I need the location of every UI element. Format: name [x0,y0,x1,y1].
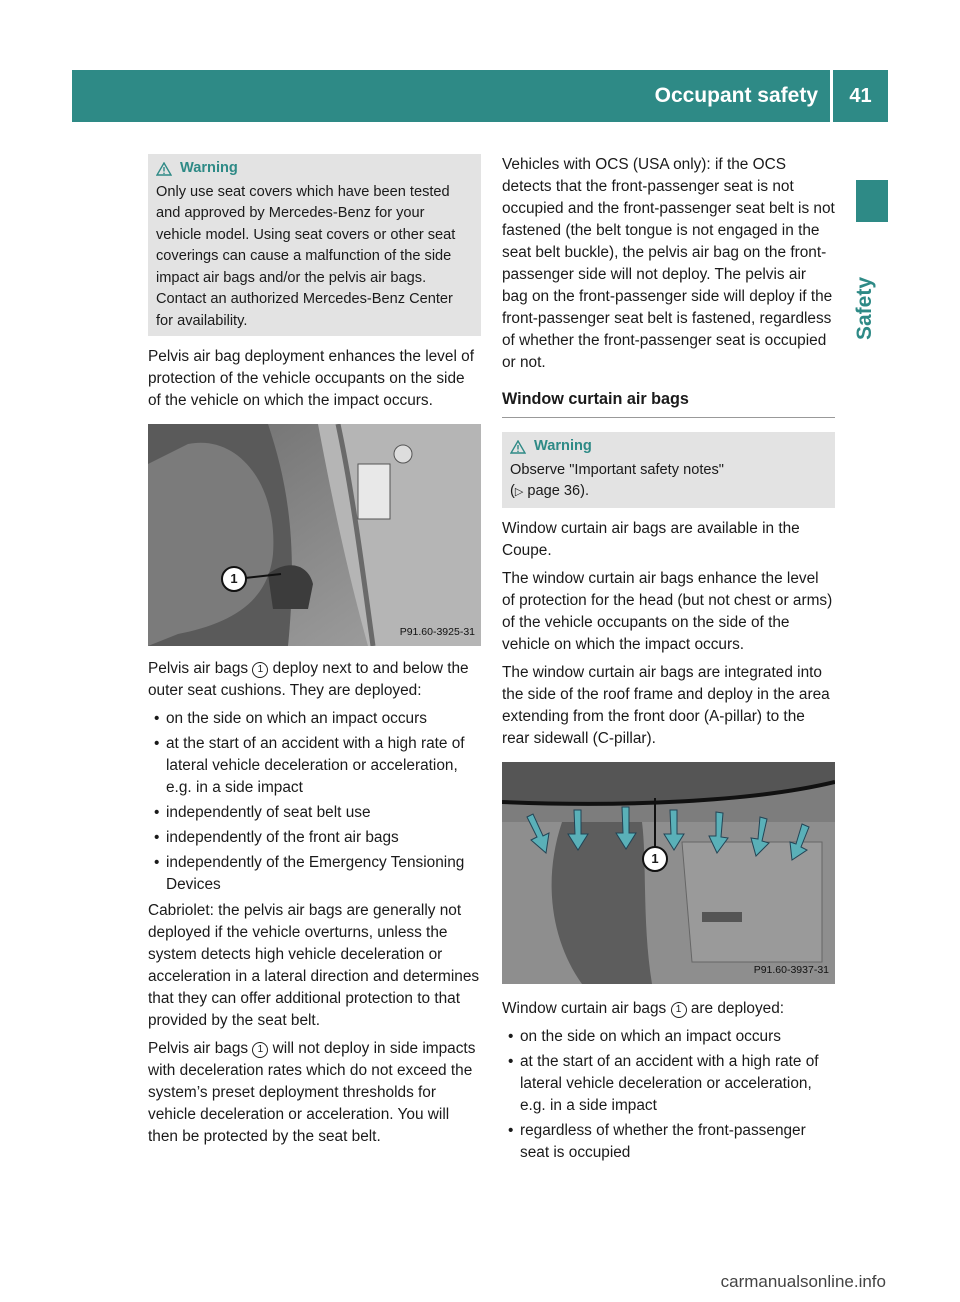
bullet-list [148,708,481,896]
list-item: • at the start of an accident with a high rate of lateral vehicle deceleration or acceleration, e.g. in a side impact [502,1051,835,1117]
warning-line: Observe "Important safety notes" [510,461,724,478]
curtain-airbag-illustration [502,762,835,984]
footer-watermark: carmanualsonline.info [720,1272,886,1291]
callout-ref: 1 [671,1002,687,1018]
section-label: Safety [853,276,876,340]
list-item: • on the side on which an impact occurs [502,1026,835,1048]
list-item: • independently of seat belt use [148,802,481,824]
warning-page-ref[interactable]: (▷ page 36). [510,483,590,499]
left-column [148,154,481,1154]
text-span: will not deploy in side impacts with deceleration rates which do not exceed the system’s preset deployment thresholds for vehicle deceleration or acceleration. You will then be protected by the seat belt. [148,1040,476,1145]
paragraph: Window curtain air bags are available in the Coupe. [502,519,800,559]
page-number: 41 [849,85,872,107]
paragraph [502,998,835,1020]
text-span: deploy next to and below the outer seat cushions. They are deployed: [148,660,469,699]
text-span: Pelvis air bags [148,660,249,677]
warning-heading [510,436,827,458]
callout-1: 1 [221,566,247,592]
list-item: • at the start of an accident with a high rate of lateral vehicle deceleration or acceleration, e.g. in a side impact [148,733,481,799]
callout-1: 1 [642,846,668,872]
section-heading: Window curtain air bags [502,388,835,418]
pelvis-airbag-figure [148,424,481,646]
paragraph: The window curtain air bags are integrated into the side of the roof frame and deploy in the area extending from the front door (A-pillar) to the rear sidewall (C-pillar). [502,663,830,747]
paragraph: Pelvis air bag deployment enhances the level of protection of the vehicle occupants on the side of the vehicle on which the impact occurs. [148,348,474,409]
paragraph: Vehicles with OCS (USA only): if the OCS detects that the front-passenger seat is not occupied and the front-passenger seat belt is not fastened (the belt tongue is not engaged in the seat belt buckle), the pelvis air bag on the front-passenger side will not deploy. The pelvis air bag on the front-passenger side will deploy if the front-passenger seat belt is fastened, regardless of whether the front-passenger seat is occupied or not. [502,156,835,371]
warning-box [148,154,481,336]
list-item: • regardless of whether the front-passenger seat is occupied [502,1120,835,1164]
figure-code: P91.60-3937-31 [753,963,829,976]
seat-photo-illustration [148,424,481,646]
text-span: Pelvis air bags [148,1040,249,1057]
warning-title: Warning [180,160,238,176]
paragraph: The window curtain air bags enhance the level of protection for the head (but not chest or arms) of the vehicle occupants on the side of the vehicle on which the impact occurs. [502,569,833,653]
paragraph [148,658,481,702]
figure-code: P91.60-3925-31 [399,626,475,638]
page-ref-text: page 36). [527,483,590,499]
warning-text: Only use seat covers which have been tested and approved by Mercedes-Benz for your vehicle model. Using seat covers or other seat coverings can cause a malfunction of the side impact air bags and/or the pelvis air bags. Contact an authorized Mercedes-Benz Center for availability. [156,183,456,329]
text-span: Window curtain air bags [502,999,667,1017]
callout-ref: 1 [252,1042,268,1058]
list-item: • on the side on which an impact occurs [148,708,481,730]
warning-triangle-icon [510,440,526,454]
warning-triangle-icon [156,162,172,176]
window-curtain-figure [502,762,835,984]
text-span: are deployed: [690,999,785,1017]
page-title: Occupant safety [654,84,818,107]
list-item: • independently of the Emergency Tensioning Devices [148,852,481,896]
warning-box [502,432,835,508]
page-ref-arrow-icon: ▷ [514,486,524,498]
callout-ref: 1 [252,662,268,678]
warning-title: Warning [534,438,592,454]
warning-heading [156,158,473,180]
bullet-list [502,1026,835,1164]
paragraph [148,1038,481,1148]
paragraph: Cabriolet: the pelvis air bags are generally not deployed if the vehicle overturns, unless the system detects high vehicle deceleration or acceleration in a lateral direction and determines that they can offer additional protection to that provided by the seat belt. [148,902,480,1029]
right-column [502,154,835,1168]
list-item: • independently of the front air bags [148,827,481,849]
section-tab [856,180,888,222]
